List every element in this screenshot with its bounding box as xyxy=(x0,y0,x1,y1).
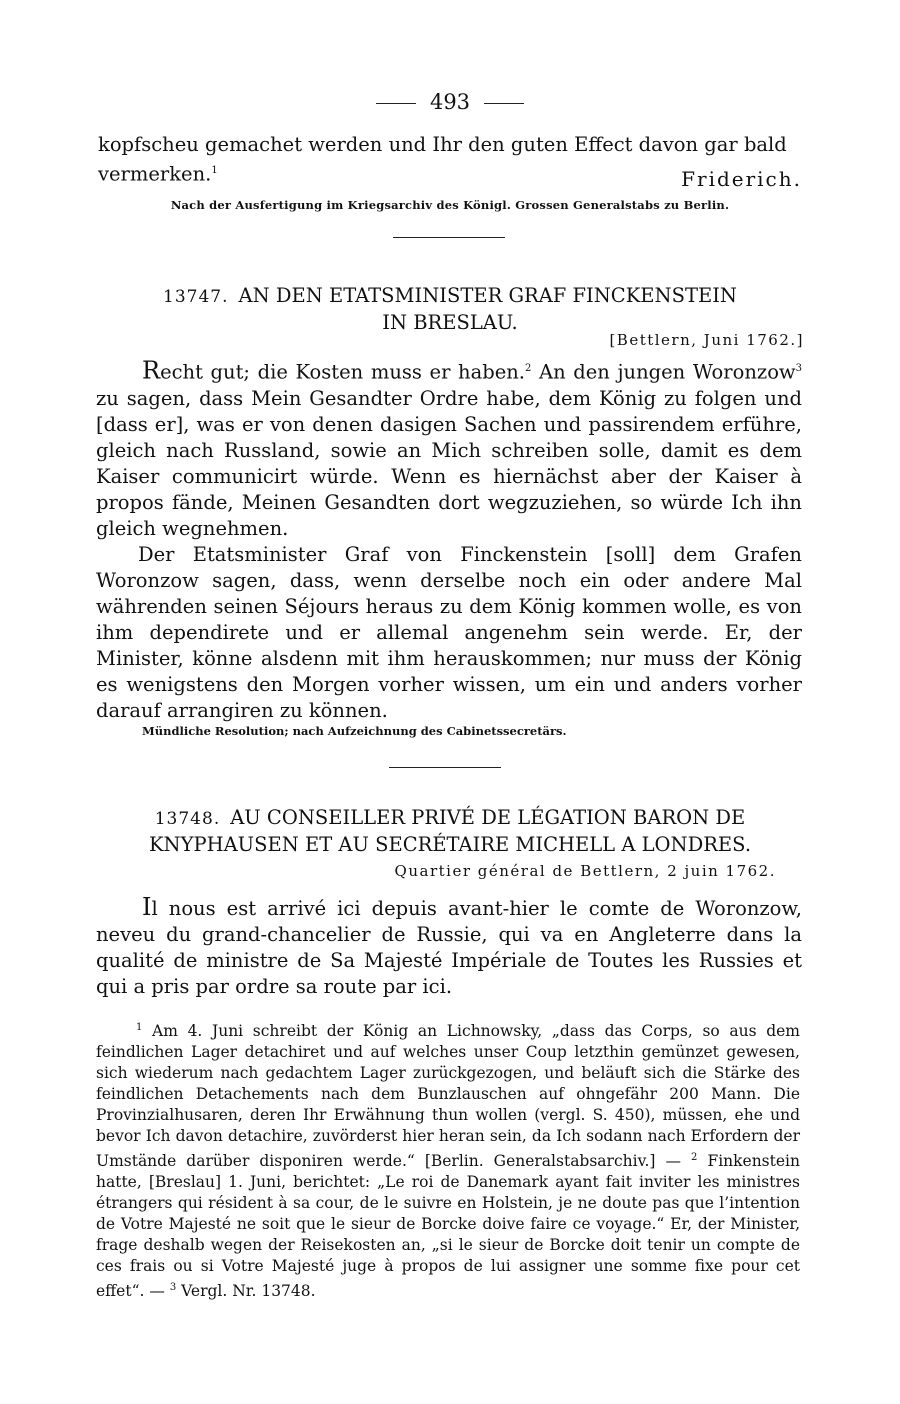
signature: Friderich. xyxy=(681,167,802,191)
entry-paragraph-1: Recht gut; die Kosten muss er haben.$^2$ An den jungen Woronzow$^3$ zu sagen, dass Mein Gesandter Ordre habe, dem König zu folgen und [dass er], was er von denen dasigen Sachen und passirendem erführe, gleich nach Russland, sowie an Mich schreiben solle, damit es dem Kaiser communicirt würde. Wenn es hiernächst aber der Kaiser à propos fände, Meinen Gesandten dort wegzuziehen, so würde Ich ihn gleich wegnehmen. xyxy=(96,356,802,540)
footnote-marker: 3 xyxy=(169,1282,177,1294)
entry-dateline: [Bettlern, Juni 1762.] xyxy=(609,331,804,349)
entry-paragraph-1: Il nous est arrivé ici depuis avant-hier le comte de Woronzow, neveu du grand-chancelier de Russie, qui va en Angleterre dans la qualité de ministre de Sa Majesté Impériale de Toutes les Russies et qui a pris par ordre sa route par ici. xyxy=(96,893,802,998)
page-number-text: 493 xyxy=(429,90,471,114)
entry-heading-13748 xyxy=(98,805,802,857)
footnote-ref-1: 1 xyxy=(211,165,218,176)
entry-heading-line-2: IN BRESLAU. xyxy=(382,311,518,334)
section-divider xyxy=(393,237,505,238)
entry-heading-13747 xyxy=(98,283,802,335)
footnote-marker: 2 xyxy=(691,1152,698,1164)
previous-letter-line-1: kopfscheu gemachet werden und Ihr den guten Effect davon gar bald xyxy=(98,133,787,156)
entry-dateline: Quartier général de Bettlern, 2 juin 1762. xyxy=(394,862,776,880)
previous-letter-closing xyxy=(98,158,802,192)
footnotes xyxy=(96,1017,800,1302)
section-divider xyxy=(389,767,501,768)
footnote-ref-3: 3 xyxy=(795,363,802,374)
entry-body-13747 xyxy=(96,356,802,724)
footnote-3: Vergl. Nr. 13748. xyxy=(181,1282,316,1301)
entry-number: 13747. xyxy=(163,287,229,307)
resolution-source-note: Mündliche Resolution; nach Aufzeichnung des Cabinetssecretärs. xyxy=(142,724,567,738)
entry-heading-line-1: 13748. AU CONSEILLER PRIVÉ DE LÉGATION BARON DE xyxy=(154,806,746,829)
page-number-dash-left xyxy=(376,103,416,104)
entry-paragraph-2: Der Etatsminister Graf von Finckenstein [soll] dem Grafen Woronzow sagen, dass, wenn derselbe noch ein oder andere Mal währenden seinen Séjours heraus zu dem König kommen wolle, es von ihm dependirete und er allemal angenehm sein werde. Er, der Minister, könne alsdenn mit ihm herauskommen; nur muss der König es wenigstens den Morgen vorher wissen, um ein und anders vorher darauf arrangiren zu können. xyxy=(96,542,802,722)
archival-source-note: Nach der Ausfertigung im Kriegsarchiv des Königl. Grossen Generalstabs zu Berlin. xyxy=(170,198,730,212)
previous-letter-line-2: vermerken.$^1$ xyxy=(98,162,218,186)
entry-body-13748 xyxy=(96,894,802,1000)
entry-number: 13748. xyxy=(154,809,221,829)
page-number-dash-right xyxy=(484,103,524,104)
footnote-ref-2: 2 xyxy=(525,363,532,374)
entry-heading-line-1: 13747. AN DEN ETATSMINISTER GRAF FINCKENSTEIN xyxy=(163,284,737,307)
footnote-marker: 1 xyxy=(136,1022,143,1033)
footnote-1: $^1$ Am 4. Juni schreibt der König an Lichnowsky, „dass das Corps, so aus dem feindlichen Lager detachiret und auf welches unser Coup letzthin gemünzet gewesen, sich wiederum nach gedachtem Lager zurückgezogen, und beläuft sich die Stärke des feindlichen Detachements nach dem Bunzlauschen auf ohngefähr 200 Mann. Die Provinzialhusaren, deren Ihr Erwähnung thun wollen (vergl. S. 450), müssen, ehe und bevor Ich davon detachire, zuvörderst hier heran sein, da Ich sodann nach Erfordern der Umstände darüber disponiren werde.“ [Berlin. Generalstabsarchiv.] — $^2$ Finkenstein hatte, [Breslau] 1. Juni, berichtet: „Le roi de Danemark ayant fait inviter les ministres étrangers qui résident à sa cour, de le suivre en Holstein, je ne doute pas que l’intention de Votre Majesté ne soit que le sieur de Borcke doive faire ce voyage.“ Er, der Minister, frage deshalb wegen der Reisekosten an, „si le sieur de Borcke doit tenir un compte de ces frais ou si Votre Majesté juge à propos de lui assigner une somme fixe pour cet effet“. — $^3$ Vergl. Nr. 13748. xyxy=(96,1022,800,1301)
previous-letter-ending xyxy=(98,132,802,192)
page-number xyxy=(0,90,900,114)
footnote-2: Finkenstein hatte, [Breslau] 1. Juni, berichtet: „Le roi de Danemark ayant fait inviter les ministres étrangers qui résident à sa cour, de le suivre en Holstein, je ne doute pas que l’intention de Votre Majesté ne soit que le sieur de Borcke doive faire ce voyage.“ Er, der Minister, frage deshalb wegen der Reisekosten an, „si le sieur de Borcke doit tenir un compte de ces frais ou si Votre Majesté juge à propos de lui assigner une somme fixe pour cet effet“. — xyxy=(96,1152,800,1301)
entry-heading-line-2: KNYPHAUSEN ET AU SECRÉTAIRE MICHELL A LONDRES. xyxy=(148,833,752,856)
